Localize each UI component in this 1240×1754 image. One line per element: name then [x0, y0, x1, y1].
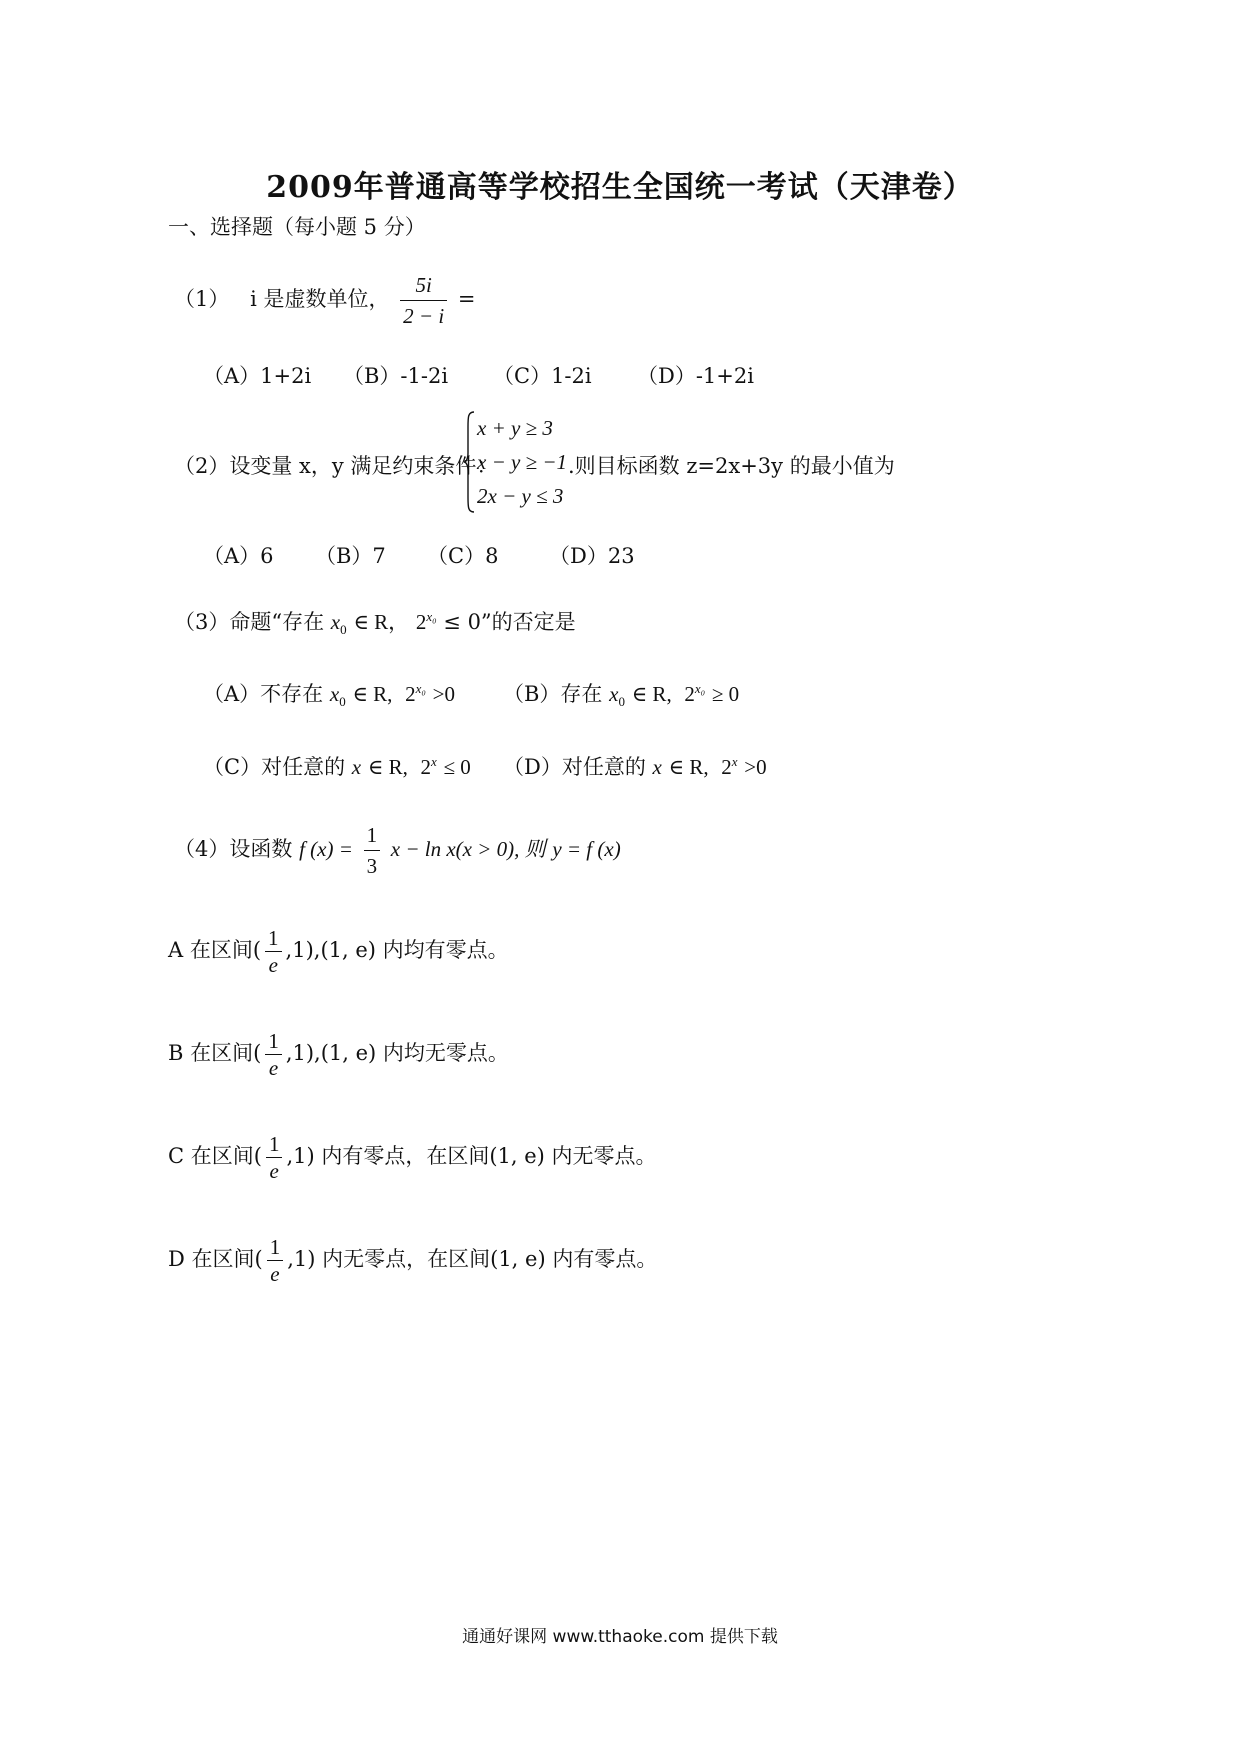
option-text: ,1) 内有零点，在区间(1, e) 内无零点。	[286, 1144, 657, 1168]
math-sub: 0	[339, 694, 346, 710]
fraction-denominator: e	[270, 1262, 280, 1286]
math-text: 2	[684, 682, 695, 706]
math-text: 2	[420, 755, 432, 779]
math-text: y = f (x)	[552, 837, 621, 861]
constraint-line: x + y ≥ 3	[477, 416, 553, 440]
q2-option-b: （B）7	[315, 544, 386, 568]
question-2-prefix: （2）设变量 x，y 满足约束条件：	[174, 454, 498, 478]
fraction	[265, 925, 282, 978]
math-text: ∈ R,	[367, 755, 408, 779]
q1-option-d: （D）-1+2i	[637, 364, 754, 388]
math-text: >0	[744, 755, 767, 779]
option-text: A 在区间(	[168, 938, 262, 962]
option-label: （D）对任意的	[503, 755, 646, 779]
option-label: （C）对任意的	[203, 755, 346, 779]
math-text: 2	[415, 610, 427, 634]
q1-option-b: （B）-1-2i	[343, 364, 449, 388]
q2-option-a: （A）6	[203, 544, 274, 568]
math-sup: x₀	[415, 681, 426, 696]
fraction-numerator: 5i	[400, 270, 447, 301]
option-text: ,1) 内无零点，在区间(1, e) 内有零点。	[287, 1247, 658, 1271]
q4-option-c	[168, 1131, 657, 1184]
math-var: x	[351, 755, 362, 779]
question-text: （3）命题“存在	[174, 610, 325, 634]
question-text: i 是虚数单位，	[250, 287, 390, 311]
math-text: f (x) =	[299, 837, 353, 861]
constraint-line: 2x − y ≤ 3	[477, 484, 564, 508]
section-heading: 一、选择题（每小题 5 分）	[168, 215, 426, 239]
equals-sign: =	[457, 287, 476, 311]
q3-option-a	[203, 675, 455, 716]
math-var: x	[652, 755, 662, 779]
fraction-numerator: 1	[265, 925, 282, 952]
page-footer: 通通好课网 www.tthaoke.com 提供下载	[462, 1627, 778, 1647]
q1-option-c: （C）1-2i	[493, 364, 592, 388]
math-text: ∈ R，	[353, 610, 410, 634]
math-sup: x₀	[694, 681, 706, 696]
option-text: B 在区间(	[168, 1041, 262, 1065]
math-sup: x	[431, 754, 437, 769]
question-number: （1）	[174, 287, 230, 311]
option-label: （A）不存在	[203, 682, 324, 706]
math-var: x	[330, 610, 341, 634]
math-sup: x₀	[426, 609, 437, 624]
question-1	[174, 270, 475, 331]
question-2-suffix: .则目标函数 z=2x+3y 的最小值为	[568, 454, 895, 478]
option-text: C 在区间(	[168, 1144, 262, 1168]
option-text: ,1),(1, e) 内均有零点。	[285, 938, 509, 962]
fraction-denominator: e	[268, 1056, 279, 1080]
math-sub: 0	[618, 694, 625, 710]
q3-option-b	[503, 675, 739, 716]
fraction	[266, 1131, 283, 1184]
q4-option-a	[168, 925, 509, 978]
math-text: ∈ R,	[631, 682, 672, 706]
option-text: ,1),(1, e) 内均无零点。	[285, 1041, 509, 1065]
fraction-numerator: 1	[266, 1131, 283, 1158]
math-text: x − ln x(x > 0), 则	[390, 837, 546, 861]
q1-option-a: （A）1+2i	[203, 364, 312, 388]
fraction-denominator: e	[269, 1159, 279, 1183]
constraint-system	[463, 411, 567, 513]
fraction-numerator: 1	[364, 820, 381, 851]
q4-option-d	[168, 1234, 657, 1287]
fraction-denominator: 2 − i	[403, 304, 445, 328]
fraction-numerator: 1	[267, 1234, 284, 1261]
fraction	[400, 270, 447, 331]
math-var: x	[609, 682, 619, 706]
question-3	[174, 603, 576, 644]
constraint-line: x − y ≥ −1	[477, 450, 568, 474]
fraction	[265, 1028, 282, 1081]
math-var: x	[329, 682, 340, 706]
fraction-numerator: 1	[265, 1028, 282, 1055]
math-text: ≥ 0	[711, 682, 740, 706]
math-text: ∈ R,	[352, 682, 393, 706]
question-text: ≤ 0”的否定是	[443, 610, 576, 634]
math-text: ≤ 0	[443, 755, 471, 779]
math-text: 2	[405, 682, 416, 706]
fraction	[267, 1234, 284, 1287]
q3-option-c	[203, 748, 471, 781]
math-text: 2	[721, 755, 732, 779]
question-text: （4）设函数	[174, 837, 293, 861]
q2-option-d: （D）23	[549, 544, 635, 568]
q3-option-d	[503, 748, 767, 781]
math-sup: x	[731, 754, 738, 769]
fraction-denominator: e	[268, 953, 278, 977]
fraction-denominator: 3	[366, 854, 378, 878]
q4-option-b	[168, 1028, 509, 1081]
option-text: D 在区间(	[168, 1247, 263, 1271]
question-4	[174, 820, 621, 881]
fraction	[364, 820, 381, 881]
math-text: >0	[432, 682, 455, 706]
page-title: 2009年普通高等学校招生全国统一考试（天津卷）	[266, 170, 974, 205]
option-label: （B）存在	[503, 682, 603, 706]
left-brace-icon	[463, 411, 475, 513]
q2-option-c: （C）8	[427, 544, 499, 568]
math-sub: 0	[340, 622, 347, 638]
math-text: ∈ R,	[668, 755, 709, 779]
